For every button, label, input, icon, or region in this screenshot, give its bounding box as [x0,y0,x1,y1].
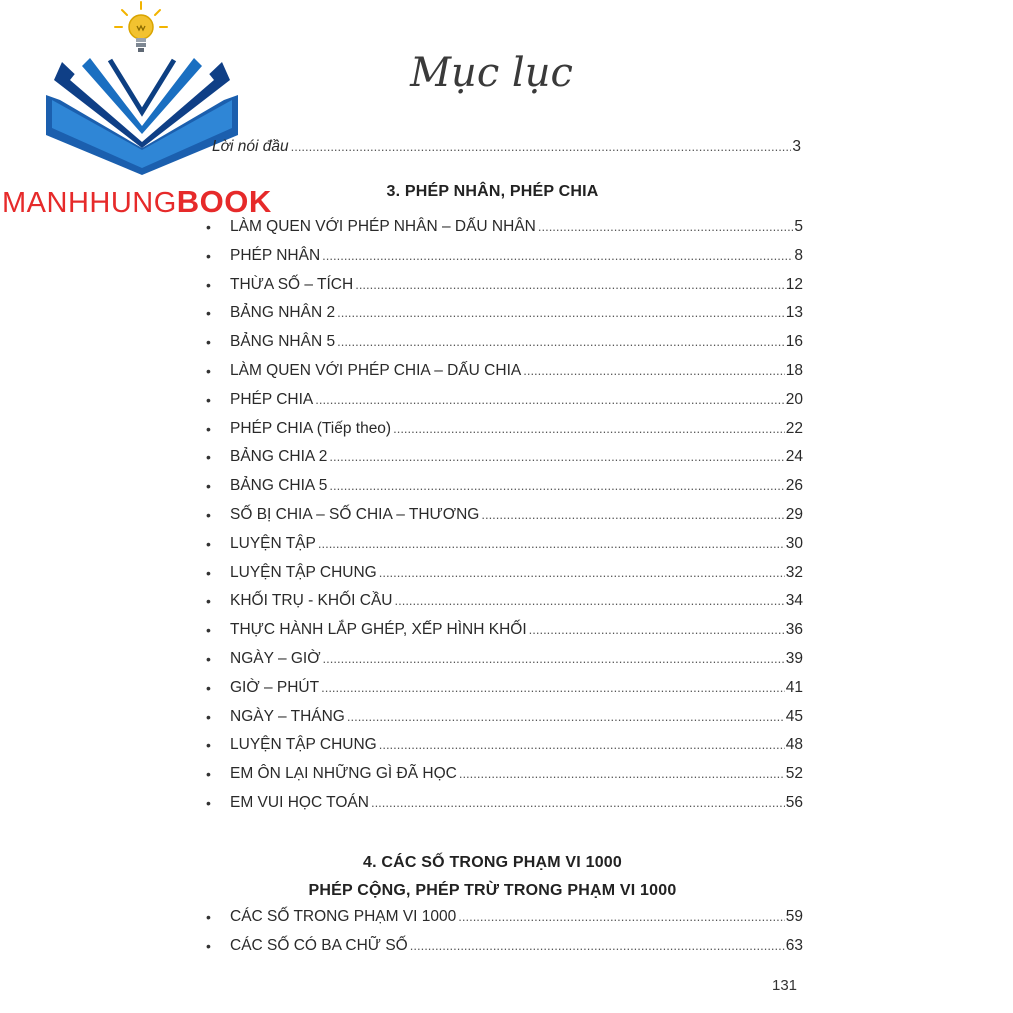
toc-entry-page: 59 [785,908,803,925]
toc-entry-page: 34 [785,592,803,610]
bullet-icon: • [206,737,211,754]
bullet-icon: • [206,938,211,954]
page-title: Mục lục [410,50,573,96]
leader-dots [459,766,785,781]
toc-entry-page: 8 [794,246,803,264]
toc-entry-label: PHÉP NHÂN [230,246,321,264]
toc-entry[interactable] [230,937,803,955]
toc-entry-label: BẢNG CHIA 5 [230,477,328,495]
toc-entry-page: 30 [785,534,803,552]
toc-entry-page: 63 [785,937,803,954]
toc-entry-label: NGÀY – THÁNG [230,707,345,725]
leader-dots [347,709,785,724]
bullet-icon: • [206,507,211,523]
leader-dots [394,593,784,608]
toc-entry-page: 13 [785,304,803,322]
bullet-icon: • [206,708,211,725]
toc-entry-label: CÁC SỐ CÓ BA CHỮ SỐ [230,937,408,954]
toc-entry-label: LUYỆN TẬP CHUNG [230,736,377,754]
toc-entry-label: THỪA SỐ – TÍCH [230,275,354,293]
leader-dots [538,219,794,234]
bullet-icon: • [206,219,211,235]
toc-entry-label: CÁC SỐ TRONG PHẠM VI 1000 [230,908,457,925]
bullet-icon: • [206,449,211,466]
page-number: 131 [772,977,798,994]
toc-entry-page: 36 [785,621,803,639]
toc-entry-label: LUYỆN TẬP CHUNG [230,563,377,581]
leader-dots [291,139,792,154]
toc-entry-page: 52 [785,765,803,783]
section-4-heading-line1: 4. CÁC SỐ TRONG PHẠM VI 1000 [363,854,622,871]
bullet-icon: • [206,363,211,379]
toc-entry-page: 20 [785,390,803,408]
leader-dots [379,565,785,580]
bullet-icon: • [206,651,211,667]
toc-entry-page: 29 [785,506,803,523]
toc-entry[interactable] [230,621,803,639]
toc-entry[interactable] [230,535,803,553]
bullet-icon: • [206,679,211,696]
leader-dots [481,507,784,522]
toc-entry[interactable] [230,708,803,726]
bullet-icon: • [206,305,211,322]
leader-dots [379,737,785,752]
toc-entry[interactable] [230,736,803,754]
toc-entry-page: 32 [785,563,803,581]
bullet-icon: • [206,478,211,495]
leader-dots [523,363,785,378]
toc-entry-label: LÀM QUEN VỚI PHÉP NHÂN – DẤU NHÂN [230,218,536,235]
toc-entry-page: 48 [785,736,803,754]
toc-entry[interactable] [230,391,803,409]
bullet-icon: • [206,593,211,610]
toc-entry[interactable] [230,650,803,668]
toc-entry-page: 22 [785,419,803,437]
toc-entry-label: BẢNG NHÂN 5 [230,333,336,351]
bullet-icon: • [206,766,211,783]
leader-dots [318,536,785,551]
toc-entry-page: 39 [785,650,803,667]
section-4-heading-line2: PHÉP CỘNG, PHÉP TRỪ TRONG PHẠM VI 1000 [308,882,677,899]
toc-entry[interactable] [230,333,803,351]
toc-entry-label: BẢNG NHÂN 2 [230,304,336,322]
leader-dots [323,651,785,666]
toc-entry-label: Lời nói đầu [212,138,289,155]
toc-entry-page: 56 [785,794,803,811]
toc-entry-label: NGÀY – GIỜ [230,650,321,667]
toc-entry-label: EM ÔN LẠI NHỮNG GÌ ĐÃ HỌC [230,765,457,783]
leader-dots [321,680,785,695]
bullet-icon: • [206,391,211,408]
toc-entry[interactable] [230,679,803,697]
leader-dots [315,392,784,407]
bullet-icon: • [206,909,211,925]
toc-entry[interactable] [230,362,803,380]
leader-dots [337,334,785,349]
bullet-icon: • [206,276,211,293]
bullet-icon: • [206,795,211,811]
toc-entry[interactable] [230,420,803,438]
toc-entry-label: THỰC HÀNH LẮP GHÉP, XẾP HÌNH KHỐI [230,621,527,639]
toc-entry[interactable] [230,794,803,812]
toc-entry[interactable] [230,564,803,582]
toc-entry-page: 16 [785,333,803,351]
bullet-icon: • [206,564,211,581]
brand-name-part2: BOOK [176,184,272,219]
bullet-icon: • [206,535,211,552]
brand-name-part1: MANHHUNG [2,187,177,219]
toc-entry-label: KHỐI TRỤ - KHỐI CẦU [230,592,393,610]
toc-entry[interactable] [230,592,803,610]
toc-entry[interactable] [230,304,803,322]
toc-entry[interactable] [230,765,803,783]
toc-entry[interactable] [230,477,803,495]
section-3-heading: 3. PHÉP NHÂN, PHÉP CHIA [386,183,599,200]
toc-entry-page: 12 [785,275,803,293]
toc-entry-label: LUYỆN TẬP [230,534,316,552]
toc-entry-page: 18 [785,362,803,379]
leader-dots [410,938,785,953]
leader-dots [329,449,784,464]
toc-entry-label: GIỜ – PHÚT [230,678,320,696]
toc-entry-page: 5 [794,218,803,235]
bullet-icon: • [206,420,211,437]
toc-entry-page: 24 [785,448,803,466]
toc-entry[interactable] [230,448,803,466]
bullet-icon: • [206,334,211,351]
leader-dots [337,305,785,320]
leader-dots [393,421,785,436]
toc-entry[interactable] [230,247,803,265]
toc-entry-page: 45 [785,707,803,725]
bullet-icon: • [206,247,211,264]
toc-entry[interactable] [230,276,803,294]
leader-dots [329,478,784,493]
toc-entry[interactable] [230,218,803,236]
leader-dots [458,909,785,924]
lightbulb-icon [115,2,167,52]
toc-entry-label: SỐ BỊ CHIA – SỐ CHIA – THƯƠNG [230,506,480,523]
toc-entry-label: BẢNG CHIA 2 [230,448,328,466]
toc-entry-label: PHÉP CHIA (Tiếp theo) [230,419,392,437]
toc-intro-entry[interactable] [212,138,801,156]
toc-entry-page: 26 [785,477,803,495]
leader-dots [355,277,785,292]
toc-entry-label: PHÉP CHIA [230,390,314,408]
leader-dots [322,248,793,263]
toc-entry-label: LÀM QUEN VỚI PHÉP CHIA – DẤU CHIA [230,362,522,379]
toc-entry-label: EM VUI HỌC TOÁN [230,794,369,811]
toc-entry-page: 41 [785,678,803,696]
toc-entry[interactable] [230,506,803,524]
toc-entry[interactable] [230,908,803,926]
toc-entry-page: 3 [792,138,801,155]
bullet-icon: • [206,622,211,639]
leader-dots [529,622,785,637]
leader-dots [371,795,785,810]
